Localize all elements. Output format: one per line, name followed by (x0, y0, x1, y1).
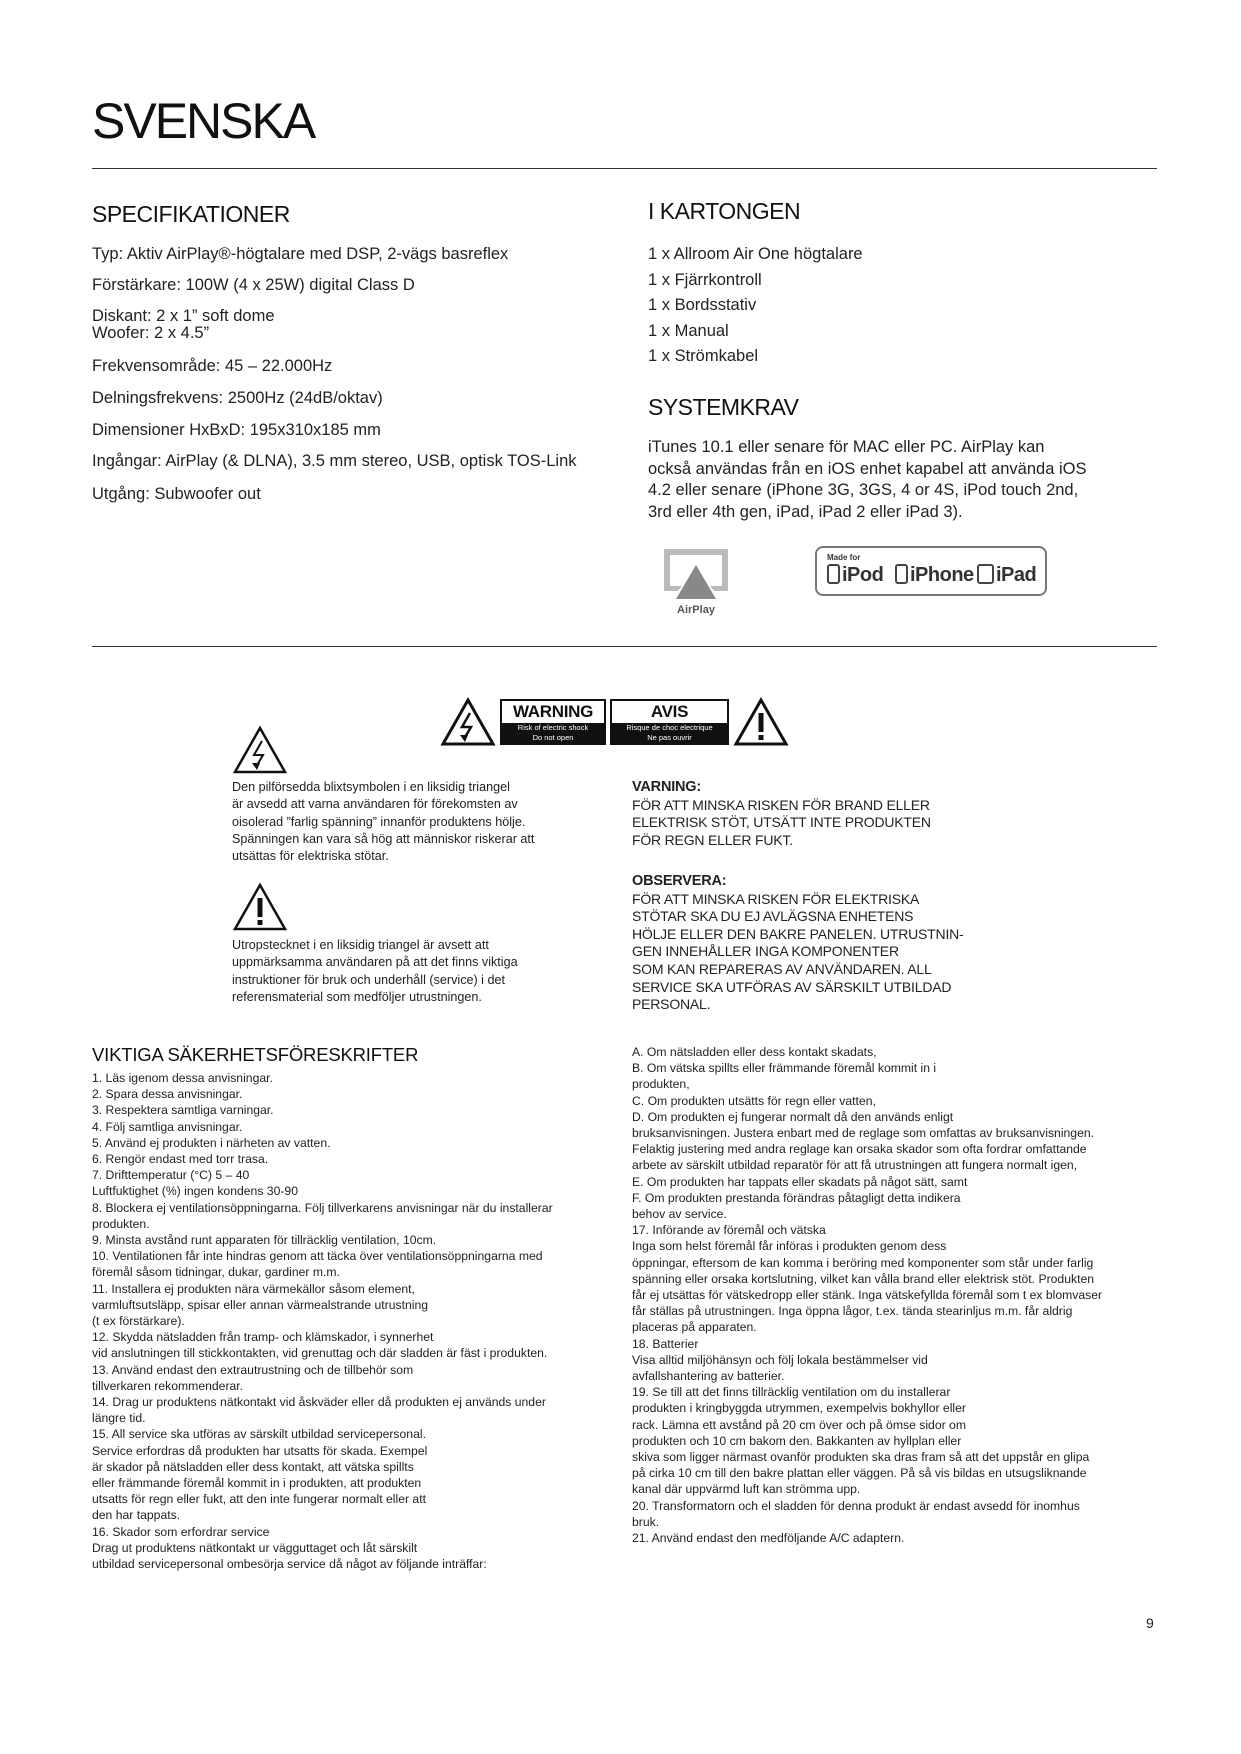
safety-line: vid anslutningen till stickkontakten, vid grenuttag och där sladden är fäst i produkten. (92, 1346, 548, 1361)
safety-line: produkten. (92, 1216, 150, 1231)
lightning-triangle-icon (232, 725, 288, 775)
varning-notice: VARNING: FÖR ATT MINSKA RISKEN FÖR BRAND ELLER ELEKTRISK STÖT, UTSÄTT INTE PRODUKTEN FÖR REGN ELLER FUKT. (632, 779, 931, 848)
safety-line: 15. All service ska utföras av särskilt utbildad servicepersonal. (92, 1427, 426, 1442)
ipod-logo: iPod (827, 564, 883, 587)
safety-line: 21. Använd endast den medföljande A/C adaptern. (632, 1531, 905, 1546)
spec-line: Typ: Aktiv AirPlay®-högtalare med DSP, 2-vägs basreflex (92, 245, 509, 263)
safety-line: öppningar, eftersom de kan komma i beröring med komponenter som står under farlig (632, 1255, 1094, 1270)
title-divider (92, 168, 1157, 169)
safety-line: är skador på nätsladden eller dess kontakt, att vätska spillts (92, 1459, 414, 1474)
list-item: 1 x Strömkabel (648, 347, 759, 365)
safety-right-column (632, 1044, 1102, 1546)
safety-line: 8. Blockera ej ventilationsöppningarna. Följ tillverkarens anvisningar när du installerar (92, 1200, 553, 1215)
warning-label (500, 699, 606, 745)
sysreq-text: iTunes 10.1 eller senare för MAC eller PC. AirPlay kan också användas från en iOS enhet kapabel att använda iOS 4.2 eller senare (iPhone 3G, 3GS, 4 or 4S, iPod touch 2nd, 3rd eller 4th gen, iPad, iPad 2 eller iPad 3). (648, 438, 1087, 521)
safety-line: eller främmande föremål kommit in i produkten, att produkten (92, 1476, 422, 1491)
safety-line: längre tid. (92, 1411, 146, 1426)
safety-line: 18. Batterier (632, 1336, 699, 1351)
spec-line: Frekvensområde: 45 – 22.000Hz (92, 357, 333, 375)
exclamation-triangle-icon (232, 882, 288, 932)
safety-line: 1. Läs igenom dessa anvisningar. (92, 1071, 273, 1085)
page-number: 9 (1146, 1615, 1154, 1631)
specs-heading: SPECIFIKATIONER (92, 201, 290, 227)
page-title: SVENSKA (92, 93, 315, 149)
safety-line: 11. Installera ej produkten nära värmekällor såsom element, (92, 1281, 415, 1296)
safety-line: 20. Transformatorn och el sladden för denna produkt är endast avsedd för inomhus (632, 1498, 1080, 1513)
safety-line: B. Om vätska spillts eller främmande föremål kommit in i (632, 1061, 937, 1076)
safety-line: 19. Se till att det finns tillräcklig ventilation om du installerar (632, 1385, 951, 1400)
lightning-explanation: Den pilförsedda blixtsymbolen i en liksidig triangel är avsedd att varna användaren för förekomsten av oisolerad ”farlig spänning” innanför produktens hölje. Spänningen kan vara så hög att människor riskerar att utsättas för elektriska stötar. (232, 780, 535, 864)
list-item: 1 x Fjärrkontroll (648, 270, 762, 289)
spec-line: Diskant: 2 x 1” soft dome (92, 307, 275, 325)
safety-line: (t ex förstärkare). (92, 1314, 185, 1329)
safety-line: 2. Spara dessa anvisningar. (92, 1087, 243, 1102)
safety-line: bruksanvisningen. Justera enbart med de reglage som omfattas av bruksanvisningen. (632, 1126, 1095, 1141)
list-item: 1 x Allroom Air One högtalare (648, 245, 863, 263)
safety-line: 17. Införande av föremål och vätska (632, 1223, 826, 1238)
safety-line: tillverkaren rekommenderar. (92, 1378, 244, 1393)
safety-line: 13. Använd endast den extrautrustning och de tillbehör som (92, 1362, 414, 1377)
observera-heading: OBSERVERA: (632, 873, 727, 889)
exclamation-triangle-icon (733, 697, 789, 747)
safety-line: varmluftsutsläpp, spisar eller annan värmealstrande utrustning (92, 1297, 429, 1312)
spec-line: Woofer: 2 x 4.5” (92, 324, 210, 342)
sysreq-heading: SYSTEMKRAV (648, 394, 799, 420)
safety-line: F. Om produkten prestanda förändras påtagligt detta indikera (632, 1190, 961, 1205)
varning-heading: VARNING: (632, 779, 702, 795)
safety-line: Service erfordras då produkten har utsatts för skada. Exempel (92, 1443, 428, 1458)
safety-line: utbildad servicepersonal ombesörja service då något av följande inträffar: (92, 1557, 487, 1572)
safety-line: får ej utsättas för vätskedropp eller stänk. Inga vätskefyllda föremål som t ex blomvaser (632, 1288, 1103, 1303)
safety-line: avfallshantering av batterier. (632, 1369, 785, 1384)
safety-line: Felaktig justering med andra reglage kan orsaka skador som ofta fordrar omfattande (632, 1142, 1087, 1157)
box-list (648, 242, 863, 370)
safety-line: produkten i kringbyggda utrymmen, exempelvis bokhyllor eller (632, 1401, 966, 1416)
safety-line: 16. Skador som erfordrar service (92, 1524, 270, 1539)
safety-heading: VIKTIGA SÄKERHETSFÖRESKRIFTER (92, 1044, 419, 1065)
made-for-badge (815, 546, 1047, 596)
safety-line: bruk. (632, 1514, 660, 1529)
safety-line: placeras på apparaten. (632, 1320, 757, 1335)
safety-line: 10. Ventilationen får inte hindras genom att täcka över ventilationsöppningarna med (92, 1249, 543, 1264)
safety-line: C. Om produkten utsätts för regn eller vatten, (632, 1093, 876, 1108)
safety-line: på cirka 10 cm till den bakre plattan eller väggen. På så vis bildas en utsugsliknande (632, 1466, 1087, 1481)
iphone-logo: iPhone (895, 564, 974, 587)
safety-line: 6. Rengör endast med torr trasa. (92, 1152, 269, 1167)
safety-line: Inga som helst föremål får införas i produkten genom dess (632, 1239, 947, 1254)
safety-line: 5. Använd ej produkten i närheten av vatten. (92, 1135, 331, 1150)
safety-line: spänning eller orsaka kortslutning, vilket kan vålla brand eller elektrisk stöt. Produkten (632, 1271, 1095, 1286)
ipad-icon (977, 564, 994, 584)
safety-line: 12. Skydda nätsladden från tramp- och klämskador, i synnerhet (92, 1330, 434, 1345)
safety-line: 14. Drag ur produktens nätkontakt vid åskväder eller då produkten ej används under (92, 1395, 546, 1410)
made-for-label: Made for (827, 553, 861, 562)
ipod-icon (827, 564, 840, 584)
safety-line: 4. Följ samtliga anvisningar. (92, 1119, 243, 1134)
box-heading: I KARTONGEN (648, 198, 801, 224)
safety-line: rack. Lämna ett avstånd på 20 cm över och på ömse sidor om (632, 1417, 966, 1432)
spec-line: Delningsfrekvens: 2500Hz (24dB/oktav) (92, 389, 383, 407)
safety-line: 9. Minsta avstånd runt apparaten för tillräcklig ventilation, 10cm. (92, 1233, 437, 1248)
safety-line: produkten, (632, 1077, 690, 1092)
ipad-logo: iPad (977, 564, 1036, 587)
safety-line: Luftfuktighet (%) ingen kondens 30-90 (92, 1184, 298, 1199)
safety-line: arbete av särskilt utbildad reparatör för att få utrustningen att fungera normalt igen, (632, 1158, 1078, 1173)
warning-title: WARNING (512, 702, 594, 721)
list-item: 1 x Bordsstativ (648, 296, 757, 314)
safety-line: kanal där uppvärmd luft kan strömma upp. (632, 1482, 861, 1497)
spec-line: Dimensioner HxBxD: 195x310x185 mm (92, 421, 381, 439)
safety-line: får ställas på utrustningen. Inga öppna lågor, t.ex. tända stearinljus m.m. får aldrig (632, 1304, 1073, 1319)
section-divider (92, 646, 1157, 647)
safety-line: 7. Drifttemperatur (°C) 5 – 40 (92, 1168, 250, 1183)
observera-notice: OBSERVERA: FÖR ATT MINSKA RISKEN FÖR ELEKTRISKA STÖTAR SKA DU EJ AVLÄGSNA ENHETENS HÖLJE ELLER DEN BAKRE PANELEN. UTRUSTNIN- GEN INNEHÅLLER INGA KOMPONENTER SOM KAN REPARERAS AV ANVÄNDAREN. ALL SERVICE SKA UTFÖRAS AV SÄRSKILT UTBILDAD PERSONAL. (632, 873, 964, 1013)
avis-title: AVIS (650, 702, 689, 721)
spec-line: Utgång: Subwoofer out (92, 485, 261, 503)
exclamation-explanation: Utropstecknet i en liksidig triangel är avsett att uppmärksamma användaren på att det finns viktiga instruktioner för bruk och underhåll (service) i det referensmaterial som medföljer utrustningen. (232, 938, 518, 1004)
list-item: 1 x Manual (648, 321, 729, 340)
safety-line: föremål såsom tidningar, dukar, gardiner m.m. (92, 1265, 340, 1280)
safety-line: A. Om nätsladden eller dess kontakt skadats, (632, 1045, 877, 1059)
avis-sub: Risque de choc electrique Ne pas ouvrir (612, 723, 727, 743)
safety-line: E. Om produkten har tappats eller skadats på något sätt, samt (632, 1174, 968, 1189)
safety-line: skiva som ligger närmast ovanför produkten ska dras fram så att det uppstår en glipa (632, 1450, 1090, 1465)
safety-line: utsatts för regn eller fukt, att den inte fungerar normalt eller att (92, 1492, 426, 1507)
safety-line: Visa alltid miljöhänsyn och följ lokala bestämmelser vid (632, 1352, 928, 1367)
lightning-triangle-icon (440, 697, 496, 747)
avis-label (610, 699, 729, 745)
airplay-label: AirPlay (677, 604, 715, 616)
safety-line: D. Om produkten ej fungerar normalt då den används enligt (632, 1109, 954, 1124)
spec-line: Förstärkare: 100W (4 x 25W) digital Class D (92, 276, 415, 294)
iphone-icon (895, 564, 908, 584)
spec-line: Ingångar: AirPlay (& DLNA), 3.5 mm stereo, USB, optisk TOS-Link (92, 452, 577, 470)
safety-left-column (92, 1070, 553, 1572)
safety-line: Drag ut produktens nätkontakt ur vägguttaget och låt särskilt (92, 1540, 418, 1555)
safety-line: behov av service. (632, 1207, 727, 1222)
safety-line: 3. Respektera samtliga varningar. (92, 1103, 274, 1118)
warning-sub: Risk of electric shock Do not open (502, 723, 604, 743)
safety-line: den har tappats. (92, 1508, 181, 1523)
safety-line: produkten och 10 cm bakom den. Bakkanten av hyllplan eller (632, 1433, 962, 1448)
